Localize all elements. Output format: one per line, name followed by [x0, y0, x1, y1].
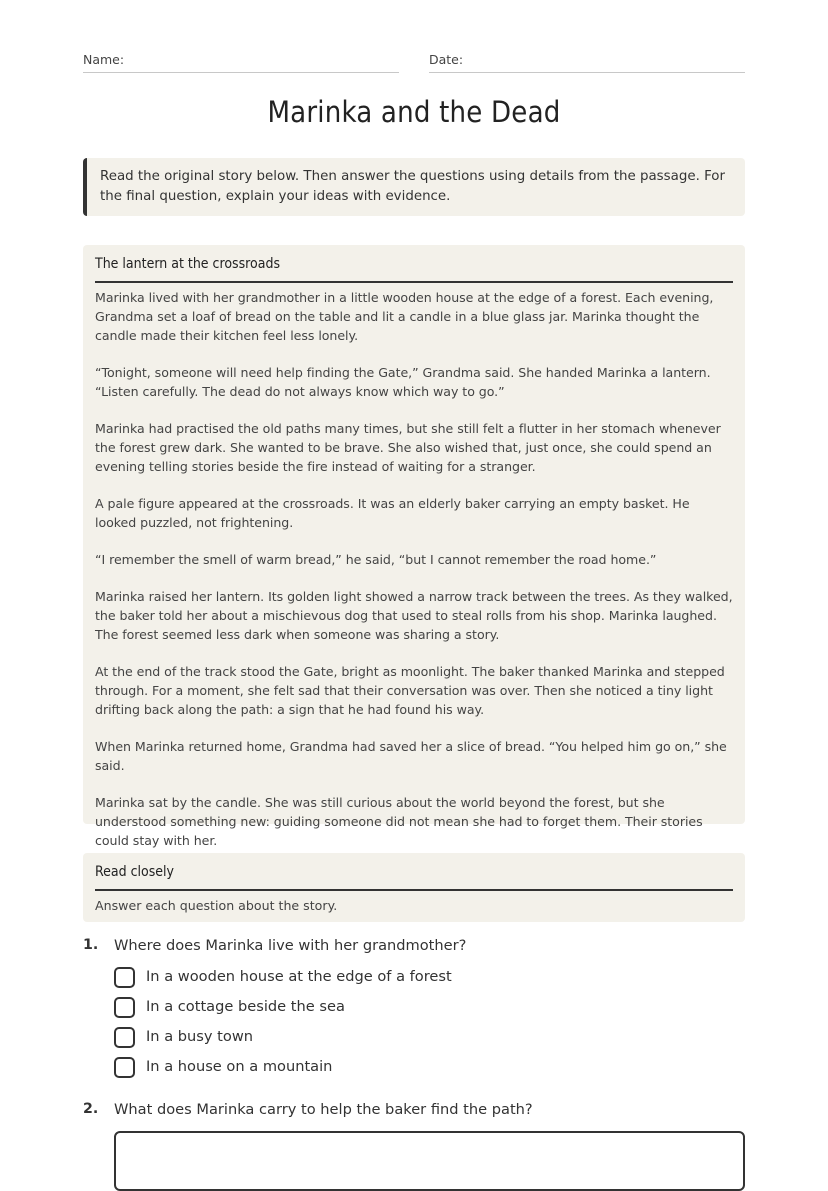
header-row	[83, 52, 745, 74]
question-text: Where does Marinka live with her grandmother?	[114, 937, 467, 954]
option-checkbox[interactable]	[114, 967, 135, 988]
story-paragraph: “Tonight, someone will need help finding the Gate,” Grandma said. She handed Marinka a lantern. “Listen carefully. The dead do not always know which way to go.”	[95, 364, 711, 399]
question-number: 2.	[83, 1101, 99, 1117]
story-paragraph: At the end of the track stood the Gate, bright as moonlight. The baker thanked Marinka and stepped through. For a moment, she felt sad that their conversation was over. Then she noticed a tiny light drifting back along the path: a sign that he had found his way.	[95, 664, 725, 717]
date-field[interactable]	[429, 52, 745, 73]
story-panel	[83, 245, 745, 848]
option-label: In a busy town	[146, 1028, 254, 1045]
question-number: 1.	[83, 937, 99, 953]
story-paragraph: Marinka lived with her grandmother in a little wooden house at the edge of a forest. Each evening, Grandma set a loaf of bread on the table and lit a candle in a blue glass jar. Marinka thought the candle made their kitchen feel less lonely.	[95, 290, 714, 343]
story-paragraph: A pale figure appeared at the crossroads. It was an elderly baker carrying an empty basket. He looked puzzled, not frightening.	[95, 495, 690, 530]
story-paragraph: Marinka sat by the candle. She was still curious about the world beyond the forest, but she understood something new: guiding someone did not mean she had to forget them. Their stories could stay with her.	[95, 795, 703, 848]
name-field[interactable]	[83, 52, 399, 73]
story-text	[95, 289, 733, 851]
option-label: In a wooden house at the edge of a forest	[146, 968, 452, 985]
worksheet-title: Marinka and the Dead	[267, 95, 561, 129]
option-label: In a house on a mountain	[146, 1058, 333, 1075]
read-closely-panel	[83, 853, 745, 922]
story-paragraph: “I remember the smell of warm bread,” he said, “but I cannot remember the road home.”	[95, 551, 657, 567]
read-closely-subtitle: Answer each question about the story.	[95, 898, 338, 913]
read-closely-heading: Read closely	[95, 864, 733, 891]
story-paragraph: When Marinka returned home, Grandma had saved her a slice of bread. “You helped him go on,” she said.	[95, 739, 727, 773]
option-checkbox[interactable]	[114, 997, 135, 1018]
story-paragraph: Marinka had practised the old paths many times, but she still felt a flutter in her stomach whenever the forest grew dark. She wanted to be brave. She also wished that, just once, she could spend an evening telling stories beside the fire instead of waiting for a stranger.	[95, 420, 721, 474]
instructions-box: Read the original story below. Then answer the questions using details from the passage. For the final question, explain your ideas with evidence.	[83, 158, 745, 216]
option-label: In a cottage beside the sea	[146, 998, 345, 1015]
date-label: Date:	[429, 52, 464, 67]
story-paragraph: Marinka raised her lantern. Its golden light showed a narrow track between the trees. As they walked, the baker told her about a mischievous dog that used to steal rolls from his shop. Marinka laughed. The forest seemed less dark when someone was sharing a story.	[95, 589, 733, 642]
name-label: Name:	[83, 52, 125, 67]
question-text: What does Marinka carry to help the baker find the path?	[114, 1101, 533, 1118]
option-checkbox[interactable]	[114, 1057, 135, 1078]
answer-textbox[interactable]	[114, 1131, 745, 1191]
story-heading: The lantern at the crossroads	[95, 256, 733, 283]
option-checkbox[interactable]	[114, 1027, 135, 1048]
